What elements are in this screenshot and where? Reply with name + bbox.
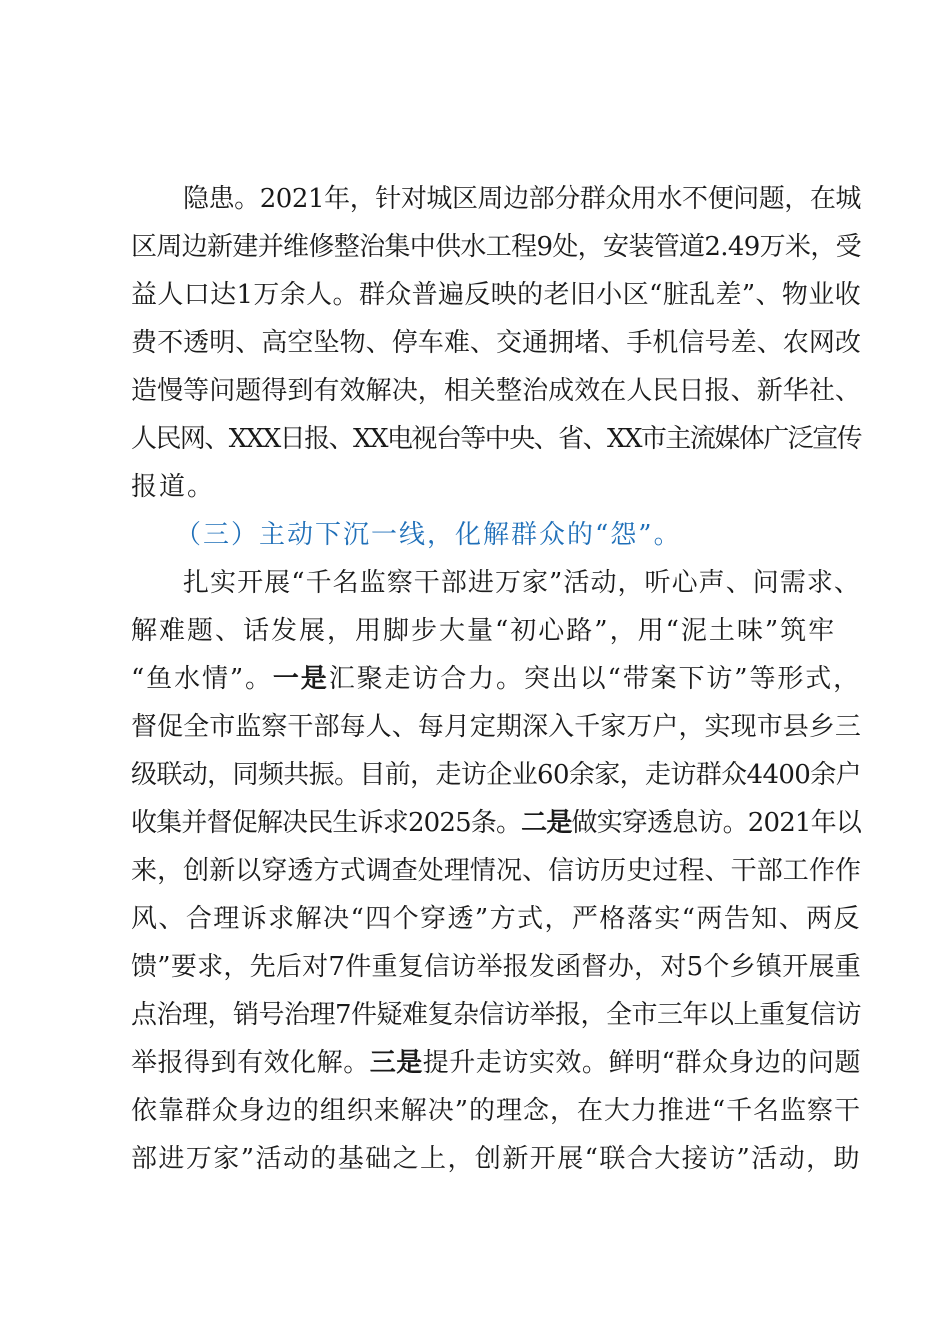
text-line: 益人口达1万余人。群众普遍反映的老旧小区“脏乱差”、物业收 [131, 280, 861, 310]
text-run: “鱼水情”。 [131, 664, 273, 694]
text-line [131, 655, 861, 703]
bold-run: 二是 [521, 808, 572, 838]
text-run: 举报得到有效化解。 [131, 1048, 370, 1078]
text-line [131, 1039, 861, 1087]
text-line [131, 799, 861, 847]
text-line: 级联动，同频共振。目前，走访企业60余家，走访群众4400余户 [131, 760, 861, 790]
text-line: 点治理，销号治理7件疑难复杂信访举报，全市三年以上重复信访 [131, 1000, 861, 1030]
bold-run: 三是 [369, 1048, 423, 1078]
section-heading-3 [131, 511, 861, 559]
text-line: 部进万家”活动的基础之上，创新开展“联合大接访”活动，助 [131, 1144, 861, 1174]
text-line: 解难题、话发展，用脚步大量“初心路”，用“泥土味”筑牢 [131, 616, 837, 646]
text-run: 做实穿透息访。2021年以 [571, 808, 861, 838]
text-run: 提升走访实效。鲜明“群众身边的问题 [422, 1048, 861, 1078]
text-line: 报道。 [131, 472, 216, 502]
text-line: 来，创新以穿透方式调查处理情况、信访历史过程、干部工作作 [131, 856, 861, 886]
heading-text: （三）主动下沉一线，化解群众的“怨”。 [175, 520, 682, 550]
text-line: 风、合理诉求解决“四个穿透”方式，严格落实“两告知、两反 [131, 904, 861, 934]
text-run: 收集并督促解决民生诉求2025条。 [131, 808, 522, 838]
text-line: 人民网、XXX日报、XX电视台等中央、省、XX市主流媒体广泛宣传 [131, 424, 861, 454]
text-line: 馈”要求，先后对7件重复信访举报发函督办，对5个乡镇开展重 [131, 952, 861, 982]
text-line: 扎实开展“千名监察干部进万家”活动，听心声、问需求、 [183, 568, 861, 598]
text-run: 汇聚走访合力。突出以“带案下访”等形式， [328, 664, 861, 694]
paragraph-section-3 [131, 559, 861, 1183]
text-line: 区周边新建并维修整治集中供水工程9处，安装管道2.49万米，受 [131, 232, 861, 262]
text-line: 费不透明、高空坠物、停车难、交通拥堵、手机信号差、农网改 [131, 328, 861, 358]
text-line: 造慢等问题得到有效解决，相关整治成效在人民日报、新华社、 [131, 376, 861, 406]
text-line: 隐患。2021年，针对城区周边部分群众用水不便问题，在城 [183, 184, 861, 214]
bold-run: 一是 [272, 664, 329, 694]
text-line: 依靠群众身边的组织来解决”的理念，在大力推进“千名监察干 [131, 1096, 861, 1126]
text-line: 督促全市监察干部每人、每月定期深入千家万户，实现市县乡三 [131, 712, 861, 742]
paragraph-continuation [131, 175, 861, 511]
